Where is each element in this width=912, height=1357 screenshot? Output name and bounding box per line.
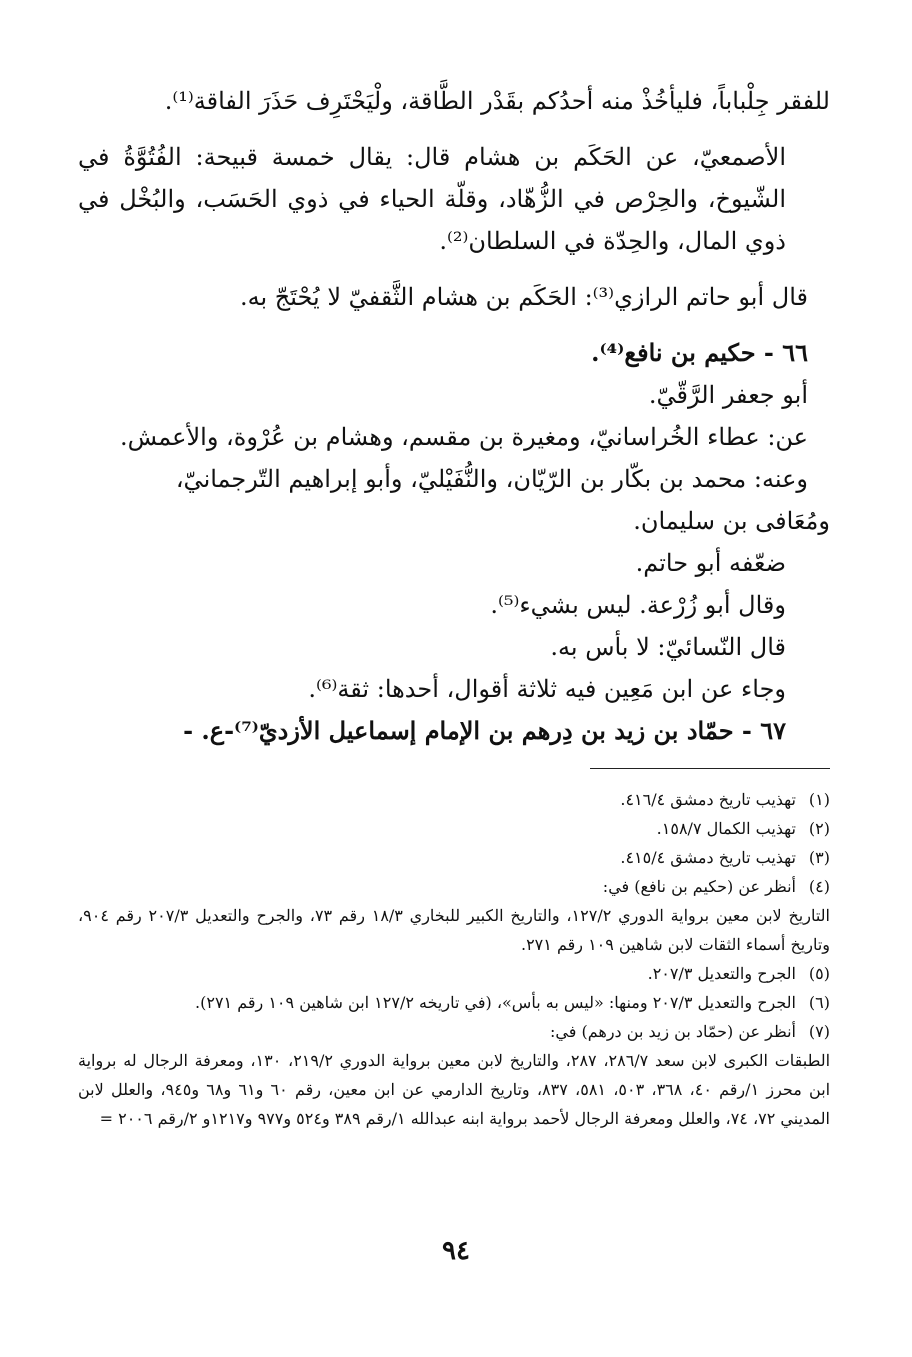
footnote-7-sources: الطبقات الكبرى لابن سعد ٢٨٦/٧، ٢٨٧، والتاريخ لابن معين برواية الدوري ٢١٩/٢، ١٣٠، ومعرفة الرجال له برواية ابن محرز ١/رقم ٤٠، ٣٦٨، ٥٠٣، ٥٨١، ٨٣٧، وتاريخ الدارمي عن ابن معين، رقم ٦٠ و٦١ و٦٨ و٩٤٥، والعلل لابن المديني ٧٢، ٧٤، والعلل ومعرفة الرجال لأحمد برواية ابنه عبدالله ١/رقم ٣٨٩ و٥٢٤ و٩٧٧ و١٢١٧و ٢/رقم ٢٠٠٦ = [78,1051,831,1128]
footnote-text: تهذيب تاريخ دمشق ٤١٥/٤. [620,848,796,867]
footnote-number: (٧) [808,1022,830,1041]
footnote-number: (١) [808,790,830,809]
footnote-separator [590,768,830,769]
entry-narrated-from: عن: عطاء الخُراسانيّ، ومغيرة بن مقسم، وهشام بن عُرْوة، والأعمش. [120,423,808,451]
footnote-2 [78,814,830,843]
footnote-4-sources: التاريخ لابن معين برواية الدوري ١٢٧/٢، والتاريخ الكبير للبخاري ١٨/٣ رقم ٧٣، والجرح والتعديل ٢٠٧/٣ رقم ٩٠٤، وتاريخ أسماء الثقات لابن شاهين ١٠٩ رقم ٢٧١. [78,906,830,954]
footnote-6 [78,988,830,1017]
paragraph-asmai: الأصمعيّ، عن الحَكَم بن هشام قال: يقال خمسة قبيحة: الفُتُوَّةُ في الشّيوخ، والحِرْص في الزُّهّاد، وقلّة الحياء في ذوي الحَسَب، والبُخْل في ذوي المال، والحِدّة في السلطان⁽²⁾. [78,143,787,255]
footnotes [78,785,830,1133]
entry-heading-67: ٦٧ - حمّاد بن زيد بن دِرهم بن الإمام إسماعيل الأزديّ⁽⁷⁾-ع. - [183,716,786,745]
entry-heading-66: ٦٦ - حكيم بن نافع⁽⁴⁾. [591,338,808,367]
entry-kunya: أبو جعفر الرَّقّيّ. [648,381,808,409]
footnote-text: تهذيب الكمال ١٥٨/٧. [656,819,796,838]
entry-ibn-main: وجاء عن ابن مَعِين فيه ثلاثة أقوال، أحدها: ثقة⁽⁶⁾. [308,675,786,703]
footnote-number: (٢) [808,819,830,838]
paragraph-abu-hatim: قال أبو حاتم الرازي⁽³⁾: الحَكَم بن هشام الثَّقفيّ لا يُحْتَجّ به. [240,283,808,311]
entry-narrated-by-continued: ومُعَافى بن سليمان. [633,507,830,535]
page-number: ٩٤ [442,1236,470,1266]
footnote-text: أنظر عن (حمّاد بن زيد بن درهم) في: [550,1022,796,1041]
entry-abu-zura: وقال أبو زُرْعة. ليس بشيء⁽⁵⁾. [490,591,786,619]
text-line-continuation: للفقر جِلْباباً، فليأخُذْ منه أحدُكم بقَدْر الطَّاقة، ولْيَحْتَرِف حَذَرَ الفاقة⁽¹⁾. [164,87,830,115]
footnote-1 [78,785,830,814]
footnote-text: الجرح والتعديل ٢٠٧/٣. [647,964,796,983]
footnote-number: (٦) [808,993,830,1012]
entry-narrated-by: وعنه: محمد بن بكّار بن الرّيّان، والنُّفَيْليّ، وأبو إبراهيم التّرجمانيّ، [175,465,808,493]
footnote-text: أنظر عن (حكيم بن نافع) في: [602,877,796,896]
entry-nasai: قال النّسائيّ: لا بأس به. [550,633,786,661]
footnote-number: (٥) [808,964,830,983]
footnote-4 [78,872,830,901]
footnote-7 [78,1017,830,1046]
main-text [78,80,830,752]
footnote-text: تهذيب تاريخ دمشق ٤١٦/٤. [620,790,796,809]
footnote-text: الجرح والتعديل ٢٠٧/٣ ومنها: «ليس به بأس»، (في تاريخه ١٢٧/٢ ابن شاهين ١٠٩ رقم ٢٧١). [195,993,796,1012]
footnote-3 [78,843,830,872]
footnote-5 [78,959,830,988]
footnote-number: (٣) [808,848,830,867]
entry-weakened-by: ضعّفه أبو حاتم. [635,549,786,577]
footnote-number: (٤) [808,877,830,896]
